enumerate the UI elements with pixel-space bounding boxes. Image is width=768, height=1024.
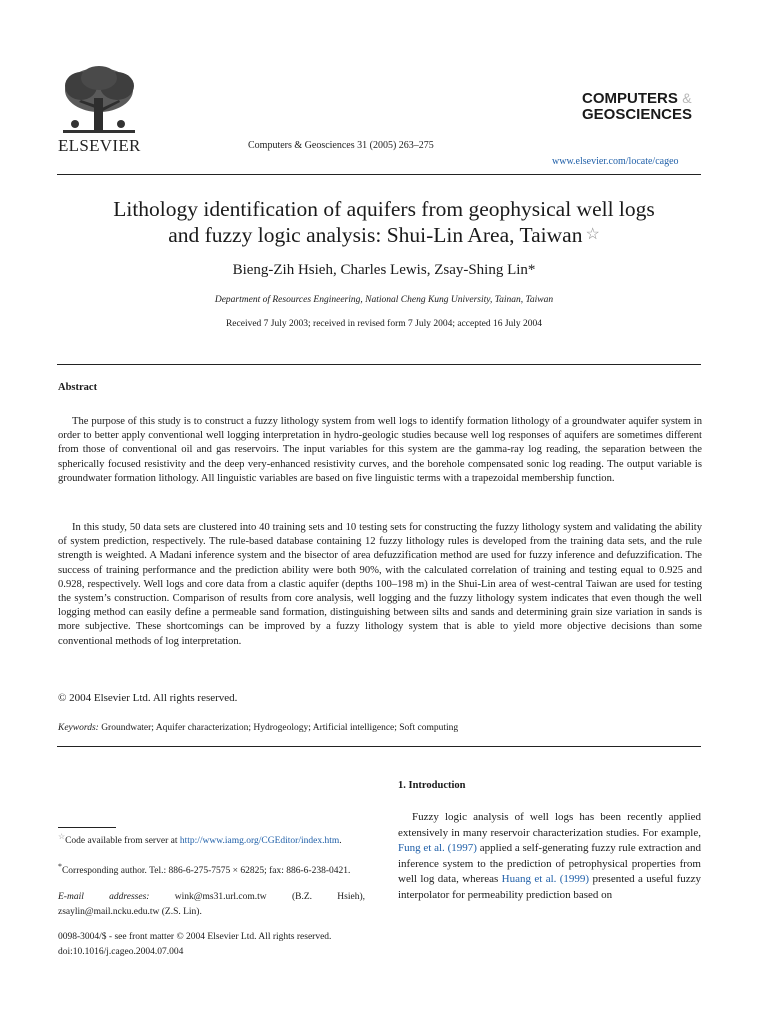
journal-word-1: COMPUTERS (582, 90, 678, 107)
introduction-heading: 1. Introduction (398, 780, 466, 791)
reference-link-fung[interactable]: Fung et al. (1997) (398, 842, 477, 854)
footnote-divider (58, 827, 116, 828)
footnote-asterisk: * (58, 862, 62, 871)
introduction-paragraph (398, 810, 701, 903)
abstract-copyright: © 2004 Elsevier Ltd. All rights reserved. (58, 692, 238, 704)
doi: doi:10.1016/j.cageo.2004.07.004 (58, 947, 184, 957)
abstract-paragraph-1: The purpose of this study is to construct a fuzzy lithology system from well logs to identify formation lithology of a groundwater aquifer system in order to better apply conventional well logging interpretation in hydro-geologic studies because well log responses of aquifers are sometimes different from those of conventional oil and gas reservoirs. The input variables for this system are the gamma-ray log reading, the separation between the spherically focused resistivity and the deep very-enhanced resistivity curves, and the borehole compensated sonic log reading. The output variable is groundwater formation lithology. All linguistic variables are based on five linguistic terms with a trapezoidal membership function. (58, 416, 702, 484)
keywords (58, 723, 458, 733)
header-divider (57, 174, 701, 175)
footnote-code-text: Code available from server at (65, 836, 180, 847)
code-server-link[interactable]: http://www.iamg.org/CGEditor/index.htm (179, 836, 340, 847)
article-title (40, 196, 728, 248)
received-dates: Received 7 July 2003; received in revised form 7 July 2004; accepted 16 July 2004 (225, 319, 543, 329)
intro-text-2: applied a self-generating fuzzy rule extraction and inference system to the prediction of petrophysical properties from well log data, whereas (398, 842, 701, 885)
front-matter-notice: 0098-3004/$ - see front matter © 2004 Elsevier Ltd. All rights reserved. (58, 932, 332, 942)
keywords-text: Groundwater; Aquifer characterization; Hydrogeology; Artificial intelligence; Soft computing (101, 723, 459, 733)
affiliation: Department of Resources Engineering, National Cheng Kung University, Tainan, Taiwan (214, 295, 554, 305)
journal-wordmark (582, 90, 692, 123)
footnote-corresponding-text: Corresponding author. Tel.: 886-6-275-7575 × 62825; fax: 886-6-238-0421. (61, 866, 351, 877)
title-star-icon: ☆ (585, 226, 600, 243)
keywords-label: Keywords: (58, 723, 99, 733)
abstract-paragraph-2: In this study, 50 data sets are clustered into 40 training sets and 10 testing sets for constructing the fuzzy lithology system and validating the ability of system prediction, respectively. The rule-based database containing 12 fuzzy lithology rules is developed from the training data sets, and the rule strength is weighted. A Madani inference system and the bisector of area defuzzification method are used for fuzzy inference and defuzzification. The success of training performance and the prediction ability were both 90%, with the calculated correlation of training and testing equal to 0.925 and 0.928, respectively. Well logs and core data from a clastic aquifer (depths 100–198 m) in the Shui-Lin area of west-central Taiwan are used for testing the system’s construction. Comparison of results from core analysis, well logging and the fuzzy lithology system indicates that even though the well logging method can easily define a permeable sand formation, distinguishing between silts and sands and determining grain size variation in sands is more subjective. These shortcomings can be improved by a fuzzy lithology system that is able to yield more objective decisions than some conventional methods of log interpretation. (58, 522, 702, 647)
footnote-star-icon: ☆ (58, 832, 66, 841)
tree-icon (57, 64, 141, 140)
footnote-corresponding-author (58, 860, 365, 879)
publisher-name: ELSEVIER (58, 136, 141, 155)
journal-word-2: GEOSCIENCES (582, 106, 693, 123)
email-addresses: wink@ms31.url.com.tw (B.Z. Hsieh), zsaylin@mail.ncku.edu.tw (Z.S. Lin). (58, 892, 366, 917)
reference-link-huang[interactable]: Huang et al. (1999) (501, 873, 590, 885)
journal-url-link[interactable]: www.elsevier.com/locate/cageo (552, 156, 679, 167)
abstract-heading: Abstract (58, 382, 98, 393)
abstract-top-divider (57, 364, 701, 365)
footnote-emails (58, 890, 365, 919)
journal-citation: Computers & Geosciences 31 (2005) 263–275 (248, 140, 434, 151)
keywords-divider (57, 746, 701, 747)
intro-text-3: presented a useful fuzzy interpolator for permeability prediction based on (398, 873, 701, 901)
journal-ampersand: & (682, 90, 692, 106)
footnote-code-end: . (339, 836, 342, 847)
footnote-code (58, 830, 365, 849)
email-label: E-mail addresses: (58, 892, 150, 902)
authors: Bieng-Zih Hsieh, Charles Lewis, Zsay-Shing Lin* (232, 262, 536, 278)
title-line-1: Lithology identification of aquifers from geophysical well logs (113, 197, 655, 221)
title-line-2: and fuzzy logic analysis: Shui-Lin Area, Taiwan (168, 223, 583, 247)
intro-text-1: Fuzzy logic analysis of well logs has been recently applied extensively in many reservoir characterization studies. For example, (398, 811, 701, 839)
